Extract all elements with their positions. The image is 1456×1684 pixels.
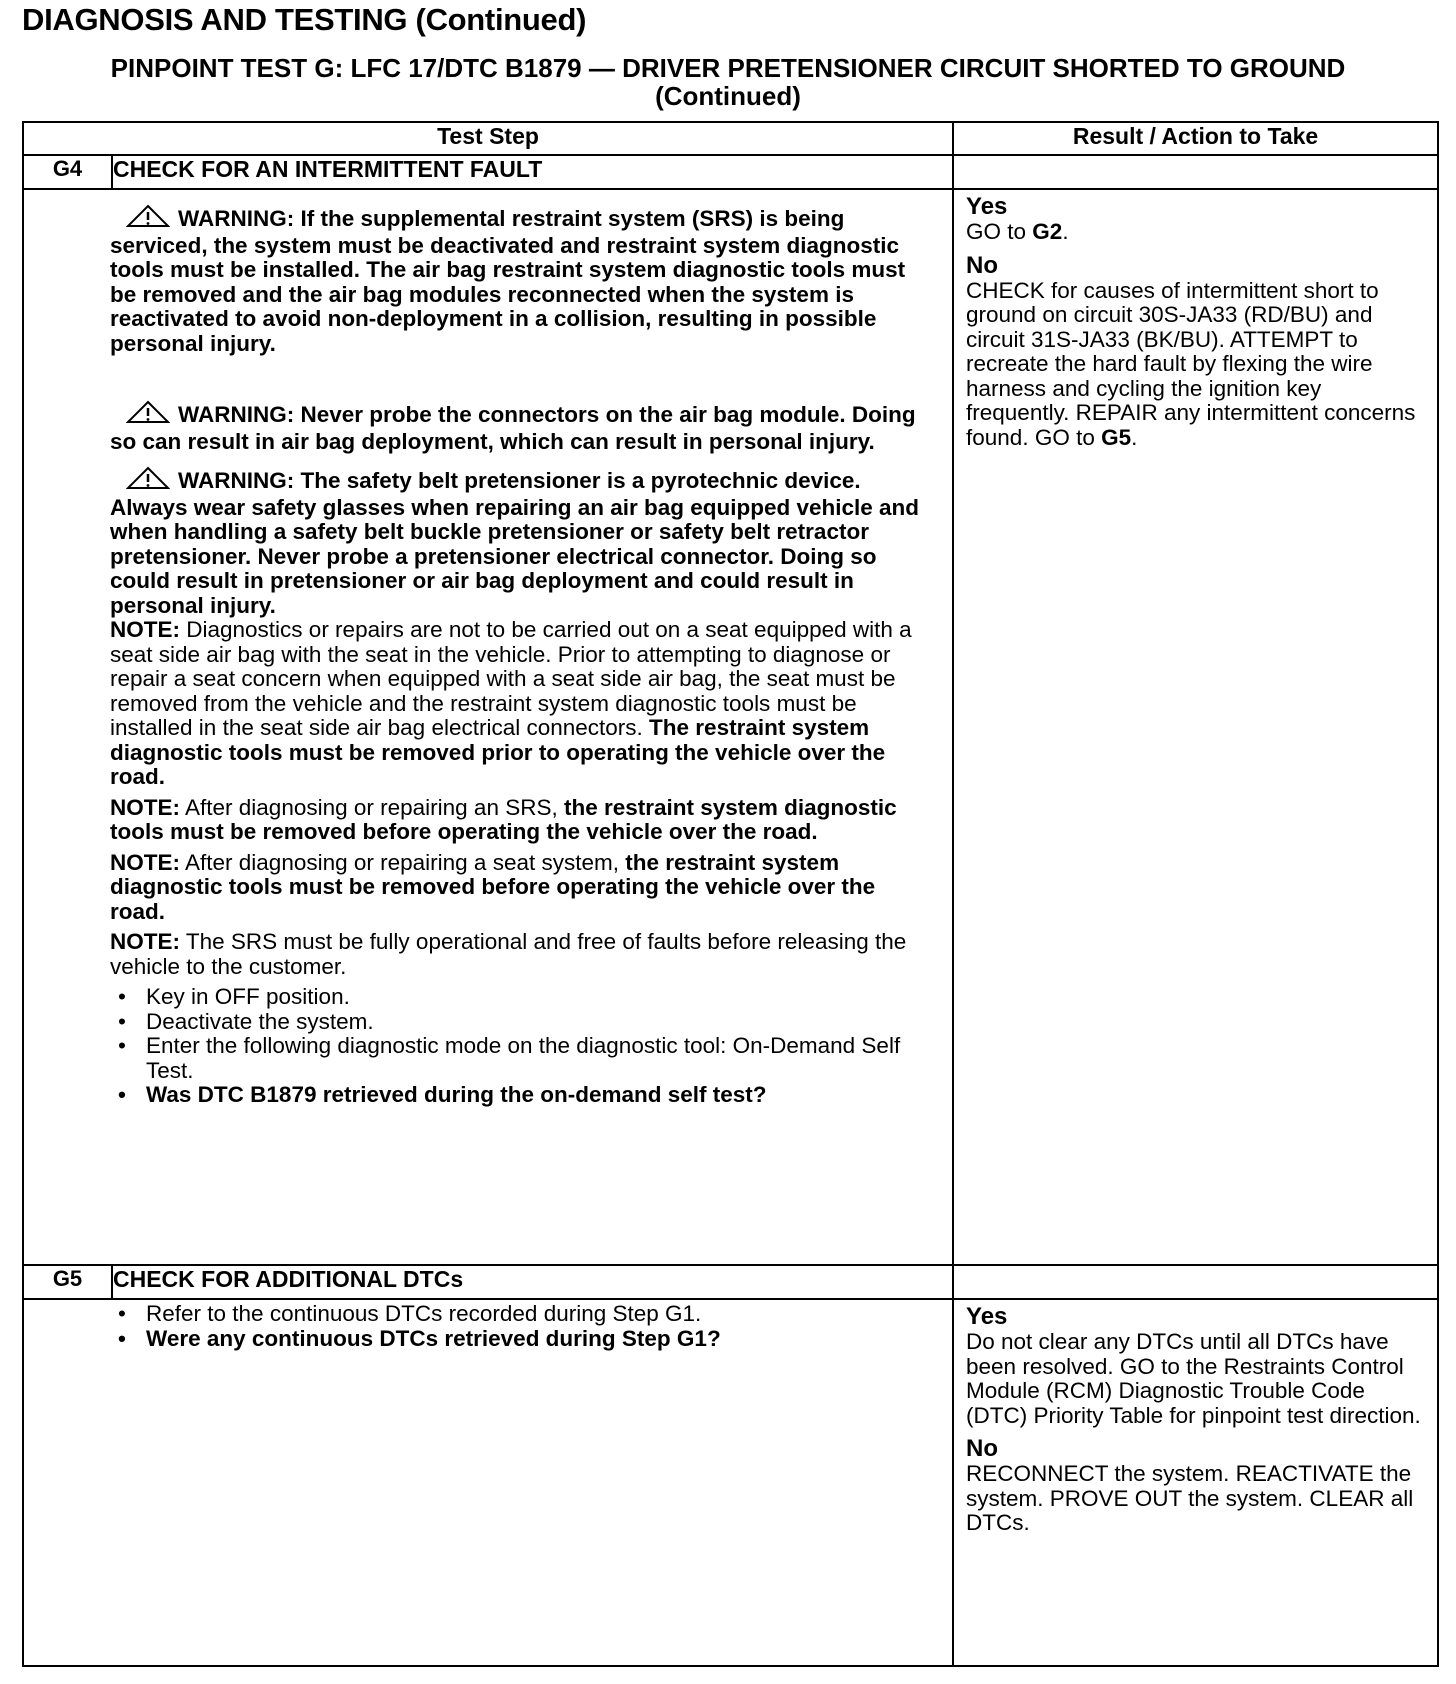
step-g4-body-row bbox=[23, 189, 1438, 1265]
step-title: CHECK FOR ADDITIONAL DTCs bbox=[112, 1265, 953, 1299]
warning-triangle-icon bbox=[126, 400, 170, 430]
result-no-label: No bbox=[966, 1435, 999, 1462]
step-g4-body bbox=[23, 189, 953, 1265]
step-g4-title-row bbox=[23, 155, 1438, 189]
note-seat-system: NOTE: After diagnosing or repairing a seat system, the restraint system diagnostic tools must be removed before operating the vehicle over the road. bbox=[110, 849, 876, 924]
list-item: • Key in OFF position. bbox=[110, 985, 930, 1010]
result-no-action: RECONNECT the system. REACTIVATE the system. PROVE OUT the system. CLEAR all DTCs. bbox=[966, 1461, 1414, 1535]
step-g4-result bbox=[953, 189, 1438, 1265]
section-title: DIAGNOSIS AND TESTING (Continued) bbox=[22, 2, 587, 37]
warning-probe-connectors: WARNING: Never probe the connectors on the air bag module. Doing so can result in air bag deployment, which can result in personal injury. bbox=[110, 402, 916, 454]
step-g4-actions bbox=[110, 985, 930, 1108]
warning-triangle-icon bbox=[126, 204, 170, 234]
list-item: • Refer to the continuous DTCs recorded during Step G1. bbox=[110, 1302, 930, 1327]
result-yes-label: Yes bbox=[966, 193, 1008, 220]
pinpoint-test-table bbox=[22, 121, 1439, 1667]
step-id: G5 bbox=[23, 1265, 112, 1299]
test-title-continued: (Continued) bbox=[655, 81, 801, 111]
goto-g2-link[interactable]: G2 bbox=[1032, 219, 1063, 244]
result-header: Result / Action to Take bbox=[953, 122, 1438, 155]
step-g5-title-row bbox=[23, 1265, 1438, 1299]
table-header-row bbox=[23, 122, 1438, 155]
note-srs-repair: NOTE: After diagnosing or repairing an SRS, the restraint system diagnostic tools must be removed before operating the vehicle over the road. bbox=[110, 794, 897, 844]
step-id: G4 bbox=[23, 155, 112, 189]
result-cell-spacer bbox=[953, 1265, 1438, 1299]
pinpoint-test-title bbox=[22, 54, 1434, 110]
step-g5-body-row bbox=[23, 1299, 1438, 1666]
result-no-action: CHECK for causes of intermittent short to ground on circuit 30S-JA33 (RD/BU) and circuit 31S-JA33 (BK/BU). ATTEMPT to recreate the hard fault by flexing the wire harness and cycling the ignition key frequently. REPAIR any intermittent concerns found. GO to G5. bbox=[966, 277, 1416, 450]
goto-g5-link[interactable]: G5 bbox=[1101, 424, 1132, 450]
step-question: • Was DTC B1879 retrieved during the on-demand self test? bbox=[110, 1083, 930, 1108]
result-yes-label: Yes bbox=[966, 1303, 1008, 1330]
warning-triangle-icon bbox=[126, 466, 170, 496]
test-step-header: Test Step bbox=[23, 122, 953, 155]
result-cell-spacer bbox=[953, 155, 1438, 189]
test-title-line: PINPOINT TEST G: LFC 17/DTC B1879 — DRIVER PRETENSIONER CIRCUIT SHORTED TO GROUND bbox=[110, 53, 1346, 83]
warning-pretensioner: WARNING: The safety belt pretensioner is a pyrotechnic device. Always wear safety glasses when repairing an air bag equipped vehicle and when handling a safety belt buckle pretensioner or safety belt retractor pretensioner. Never probe a pretensioner electrical connector. Doing so could result in pretensioner or air bag deployment and could result in personal injury. bbox=[110, 468, 920, 618]
warning-srs-service: WARNING: If the supplemental restraint system (SRS) is being serviced, the system must be deactivated and restraint system diagnostic tools must be installed. The air bag restraint system diagnostic tools must be removed and the air bag modules reconnected when the system is reactivated to avoid non-deployment in a collision, resulting in possible personal injury. bbox=[110, 206, 906, 356]
step-question: • Were any continuous DTCs retrieved during Step G1? bbox=[110, 1327, 930, 1352]
result-yes-action: Do not clear any DTCs until all DTCs have been resolved. GO to the Restraints Control Module (RCM) Diagnostic Trouble Code (DTC) Priority Table for pinpoint test direction. bbox=[966, 1329, 1421, 1428]
list-item: • Enter the following diagnostic mode on the diagnostic tool: On-Demand Self Test. bbox=[110, 1034, 930, 1083]
note-srs-operational: NOTE: The SRS must be fully operational and free of faults before releasing the vehicle to the customer. bbox=[110, 929, 907, 979]
step-g5-body bbox=[23, 1299, 953, 1666]
step-g5-actions bbox=[110, 1302, 930, 1351]
list-item: • Deactivate the system. bbox=[110, 1010, 930, 1035]
step-title: CHECK FOR AN INTERMITTENT FAULT bbox=[112, 155, 953, 189]
result-no-label: No bbox=[966, 251, 999, 279]
note-seat-side-airbag: NOTE: Diagnostics or repairs are not to be carried out on a seat equipped with a seat side air bag with the seat in the vehicle. Prior to attempting to diagnose or repair a seat concern when equipped with a seat side air bag, the seat must be removed from the vehicle and the restraint system diagnostic tools must be installed in the seat side air bag electrical connectors. The restraint system diagnostic tools must be removed prior to operating the vehicle over the road. bbox=[110, 617, 912, 789]
result-yes-action: GO to G2. bbox=[966, 219, 1069, 244]
step-g5-result bbox=[953, 1299, 1438, 1666]
